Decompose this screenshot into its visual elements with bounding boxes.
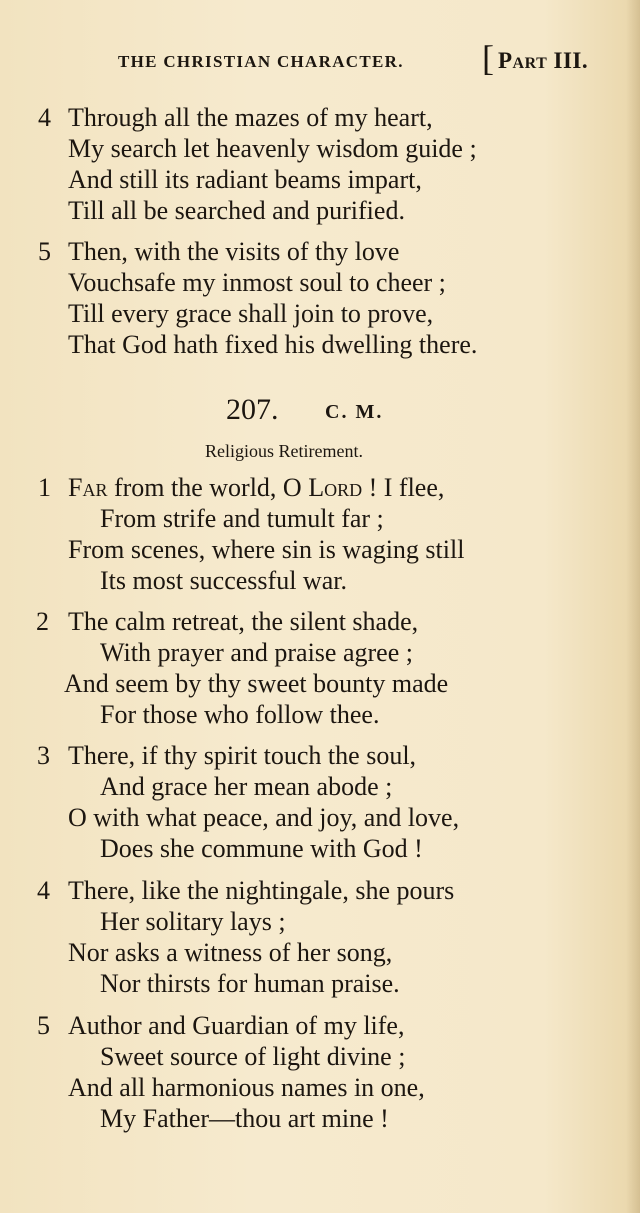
verse-line: For those who follow thee. (100, 700, 380, 729)
stanza-number: 5 (37, 1011, 50, 1040)
verse-line: Nor thirsts for human praise. (100, 969, 400, 998)
first-line-text-a: from the world, O (107, 473, 309, 502)
verse-line: From strife and tumult far ; (100, 504, 384, 533)
running-header (118, 38, 638, 80)
stanza-number: 1 (38, 473, 51, 502)
part-label: Part III. (498, 48, 589, 73)
stanza-number: 4 (38, 103, 51, 132)
verse-line: My Father—thou art mine ! (100, 1104, 389, 1133)
header-bracket: [ (482, 38, 494, 78)
verse-line: Its most successful war. (100, 566, 347, 595)
verse-line: Does she commune with God ! (100, 834, 423, 863)
lord-word: Lord (308, 473, 363, 502)
verse-line: Author and Guardian of my life, (68, 1011, 405, 1040)
stanza-number: 2 (36, 607, 49, 636)
verse-line: There, if thy spirit touch the soul, (68, 741, 417, 770)
verse-line: Nor asks a witness of her song, (68, 938, 393, 967)
verse-line: Vouchsafe my inmost soul to cheer ; (68, 268, 446, 297)
running-title: THE CHRISTIAN CHARACTER. (118, 52, 404, 71)
verse-line: And all harmonious names in one, (68, 1073, 425, 1102)
verse-line: My search let heavenly wisdom guide ; (68, 134, 477, 163)
first-line (68, 473, 444, 503)
verse-line: With prayer and praise agree ; (100, 638, 413, 667)
stanza-number: 5 (38, 237, 51, 266)
first-line-text-b: ! I flee, (362, 473, 445, 502)
verse-line: And grace her mean abode ; (100, 772, 393, 801)
stanza-number: 4 (37, 876, 50, 905)
verse-line: Through all the mazes of my heart, (68, 103, 433, 132)
hymn-title: Religious Retirement. (205, 441, 363, 461)
drop-word: Far (68, 473, 108, 502)
stanza-number: 3 (37, 741, 50, 770)
verse-line: And still its radiant beams impart, (68, 165, 422, 194)
verse-line: From scenes, where sin is waging still (68, 535, 465, 564)
hymn-number: 207. (226, 393, 279, 426)
verse-line: And seem by thy sweet bounty made (64, 669, 449, 698)
verse-line: Sweet source of light divine ; (100, 1042, 406, 1071)
verse-line: Till every grace shall join to prove, (68, 299, 434, 328)
verse-line: The calm retreat, the silent shade, (68, 607, 419, 636)
verse-line: That God hath fixed his dwelling there. (68, 330, 478, 359)
hymn-meter: C. M. (325, 401, 384, 423)
verse-line: Her solitary lays ; (100, 907, 286, 936)
verse-line: Till all be searched and purified. (68, 196, 405, 225)
verse-line: There, like the nightingale, she pours (68, 876, 455, 905)
verse-line: O with what peace, and joy, and love, (68, 803, 460, 832)
page-spine-shadow (626, 0, 640, 1213)
verse-line: Then, with the visits of thy love (68, 237, 400, 266)
